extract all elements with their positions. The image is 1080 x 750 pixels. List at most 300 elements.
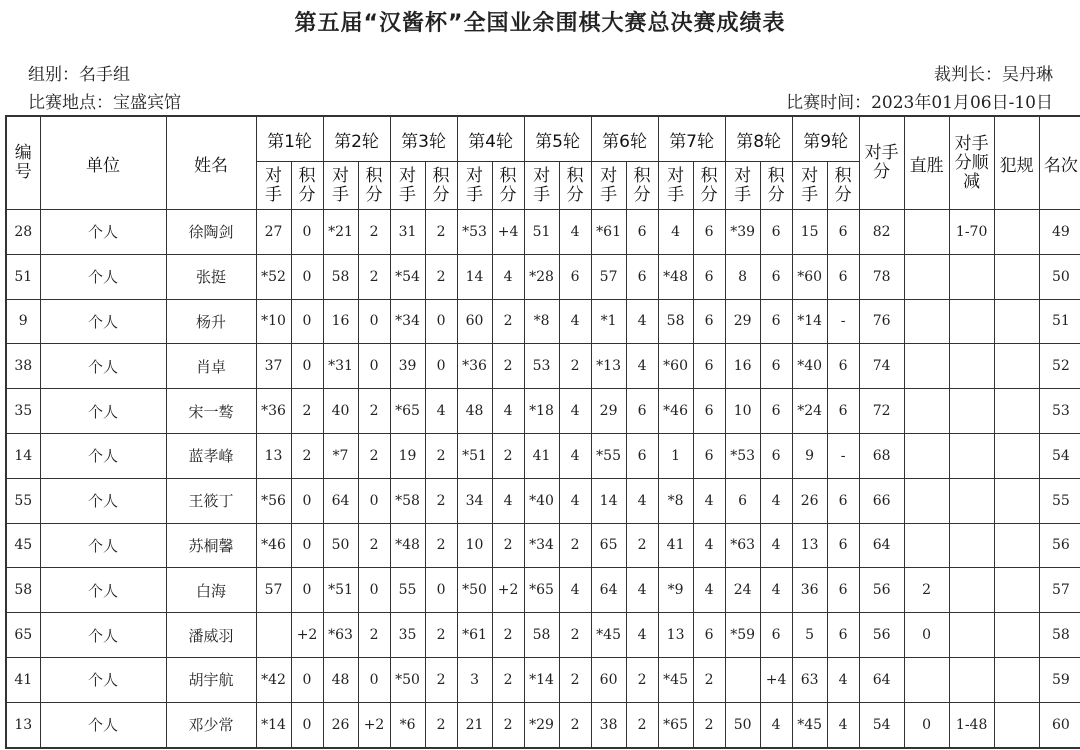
- cell-opponent: *53: [457, 210, 492, 255]
- cell-direct: [904, 523, 949, 568]
- cell-opponent: 15: [792, 210, 827, 255]
- cell-score: 6: [693, 344, 725, 389]
- cell-score: 2: [492, 433, 524, 478]
- cell-score: 4: [760, 478, 792, 523]
- cell-score: 0: [291, 702, 323, 747]
- cell-opponent: 34: [457, 478, 492, 523]
- cell-opponent: *63: [725, 523, 760, 568]
- cell-opp-score: 64: [859, 657, 904, 702]
- header-score: 积分: [760, 162, 792, 210]
- cell-opponent: 55: [390, 568, 425, 613]
- cell-direct: [904, 657, 949, 702]
- cell-opponent: 41: [524, 433, 559, 478]
- cell-score: 2: [291, 389, 323, 434]
- cell-num: 28: [6, 210, 40, 255]
- cell-score: 6: [827, 210, 859, 255]
- cell-opponent: *36: [457, 344, 492, 389]
- cell-unit: 个人: [40, 389, 166, 434]
- cell-rank: 51: [1039, 299, 1080, 344]
- cell-foul: [994, 344, 1039, 389]
- cell-score: 0: [291, 299, 323, 344]
- cell-score: 0: [291, 254, 323, 299]
- cell-opp-reduce: [949, 523, 994, 568]
- cell-opponent: *65: [390, 389, 425, 434]
- cell-score: 6: [827, 344, 859, 389]
- cell-opponent: *60: [658, 344, 693, 389]
- cell-opponent: *8: [658, 478, 693, 523]
- header-opp: 对手: [390, 162, 425, 210]
- cell-opponent: *46: [256, 523, 291, 568]
- cell-opp-score: 64: [859, 523, 904, 568]
- cell-foul: [994, 657, 1039, 702]
- cell-opponent: 6: [725, 478, 760, 523]
- cell-direct: [904, 478, 949, 523]
- cell-score: 2: [425, 523, 457, 568]
- cell-opponent: *45: [792, 702, 827, 747]
- cell-score: 2: [492, 657, 524, 702]
- cell-opp-reduce: [949, 254, 994, 299]
- cell-opp-reduce: [949, 657, 994, 702]
- cell-opponent: 10: [457, 523, 492, 568]
- cell-rank: 59: [1039, 657, 1080, 702]
- cell-score: 2: [358, 613, 390, 658]
- cell-score: 2: [425, 478, 457, 523]
- cell-score: 6: [827, 568, 859, 613]
- cell-opponent: *14: [524, 657, 559, 702]
- cell-foul: [994, 478, 1039, 523]
- cell-opponent: 53: [524, 344, 559, 389]
- cell-opponent: *63: [323, 613, 358, 658]
- header-num: 编号: [6, 116, 40, 210]
- cell-name: 宋一骜: [166, 389, 256, 434]
- cell-num: 45: [6, 523, 40, 568]
- cell-score: 2: [559, 702, 591, 747]
- cell-name: 潘威羽: [166, 613, 256, 658]
- cell-score: 4: [626, 299, 658, 344]
- cell-opponent: 48: [323, 657, 358, 702]
- cell-opponent: 14: [591, 478, 626, 523]
- cell-score: 2: [358, 389, 390, 434]
- cell-foul: [994, 299, 1039, 344]
- cell-opponent: *48: [390, 523, 425, 568]
- cell-opponent: *54: [390, 254, 425, 299]
- cell-score: 4: [425, 389, 457, 434]
- cell-opponent: *61: [457, 613, 492, 658]
- cell-score: 6: [626, 210, 658, 255]
- cell-score: 4: [626, 478, 658, 523]
- cell-opponent: *60: [792, 254, 827, 299]
- table-row: [6, 613, 1080, 658]
- cell-opponent: 51: [524, 210, 559, 255]
- header-opp: 对手: [256, 162, 291, 210]
- cell-unit: 个人: [40, 254, 166, 299]
- cell-opp-reduce: [949, 478, 994, 523]
- cell-foul: [994, 613, 1039, 658]
- cell-score: 0: [425, 344, 457, 389]
- cell-opponent: *65: [658, 702, 693, 747]
- cell-score: 0: [291, 568, 323, 613]
- cell-opponent: 5: [792, 613, 827, 658]
- table-row: [6, 523, 1080, 568]
- cell-score: +4: [760, 657, 792, 702]
- cell-opponent: *53: [725, 433, 760, 478]
- cell-opponent: *56: [256, 478, 291, 523]
- cell-opp-reduce: 1-70: [949, 210, 994, 255]
- cell-opp-score: 78: [859, 254, 904, 299]
- cell-score: 0: [425, 568, 457, 613]
- cell-score: 4: [559, 568, 591, 613]
- cell-score: 6: [760, 433, 792, 478]
- cell-opponent: *46: [658, 389, 693, 434]
- cell-opponent: *13: [591, 344, 626, 389]
- cell-score: 6: [693, 613, 725, 658]
- cell-opponent: *61: [591, 210, 626, 255]
- cell-opponent: 50: [725, 702, 760, 747]
- cell-opponent: *14: [256, 702, 291, 747]
- cell-score: 0: [358, 344, 390, 389]
- cell-score: 4: [693, 478, 725, 523]
- cell-foul: [994, 433, 1039, 478]
- cell-opponent: 60: [591, 657, 626, 702]
- cell-score: 0: [358, 568, 390, 613]
- results-body: [6, 210, 1080, 748]
- header-score: 积分: [626, 162, 658, 210]
- cell-score: 4: [492, 254, 524, 299]
- cell-opponent: 57: [591, 254, 626, 299]
- header-opp: 对手: [457, 162, 492, 210]
- header-score: 积分: [693, 162, 725, 210]
- cell-direct: [904, 389, 949, 434]
- venue-label: 比赛地点：宝盛宾馆: [28, 93, 181, 113]
- cell-score: 6: [827, 613, 859, 658]
- cell-foul: [994, 254, 1039, 299]
- cell-score: 2: [425, 254, 457, 299]
- header-opp-score: 对手分: [859, 116, 904, 210]
- cell-opponent: 65: [591, 523, 626, 568]
- cell-score: 0: [425, 299, 457, 344]
- cell-num: 38: [6, 344, 40, 389]
- header-round: 第7轮: [658, 116, 725, 162]
- cell-num: 35: [6, 389, 40, 434]
- cell-score: 4: [626, 568, 658, 613]
- cell-score: 2: [425, 702, 457, 747]
- table-row: [6, 568, 1080, 613]
- cell-opponent: 29: [725, 299, 760, 344]
- cell-score: 2: [559, 523, 591, 568]
- cell-opponent: 63: [792, 657, 827, 702]
- cell-opponent: 48: [457, 389, 492, 434]
- cell-opponent: 16: [725, 344, 760, 389]
- cell-score: 6: [626, 433, 658, 478]
- header-round: 第3轮: [390, 116, 457, 162]
- cell-score: 2: [425, 433, 457, 478]
- cell-opp-reduce: [949, 613, 994, 658]
- cell-score: 2: [425, 613, 457, 658]
- cell-opponent: 37: [256, 344, 291, 389]
- cell-opponent: 27: [256, 210, 291, 255]
- cell-score: +2: [291, 613, 323, 658]
- cell-num: 58: [6, 568, 40, 613]
- cell-score: 2: [492, 299, 524, 344]
- table-row: [6, 210, 1080, 255]
- cell-score: 6: [827, 254, 859, 299]
- cell-opp-score: 56: [859, 568, 904, 613]
- cell-opp-score: 54: [859, 702, 904, 747]
- cell-opponent: *50: [457, 568, 492, 613]
- cell-score: 6: [693, 254, 725, 299]
- cell-score: 4: [559, 433, 591, 478]
- cell-opponent: 14: [457, 254, 492, 299]
- cell-score: 4: [626, 344, 658, 389]
- cell-unit: 个人: [40, 210, 166, 255]
- cell-opp-score: 68: [859, 433, 904, 478]
- cell-opponent: 16: [323, 299, 358, 344]
- cell-score: 4: [760, 523, 792, 568]
- cell-opponent: *14: [792, 299, 827, 344]
- cell-opponent: *65: [524, 568, 559, 613]
- cell-score: 4: [559, 389, 591, 434]
- header-score: 积分: [559, 162, 591, 210]
- cell-opponent: *34: [390, 299, 425, 344]
- cell-direct: [904, 210, 949, 255]
- cell-foul: [994, 389, 1039, 434]
- cell-score: 2: [492, 613, 524, 658]
- header-score: 积分: [291, 162, 323, 210]
- cell-score: 2: [693, 657, 725, 702]
- page-title: 第五届“汉酱杯”全国业余围棋大赛总决赛成绩表: [294, 11, 786, 36]
- cell-unit: 个人: [40, 523, 166, 568]
- cell-score: 4: [559, 210, 591, 255]
- cell-name: 王筱丁: [166, 478, 256, 523]
- cell-opponent: 26: [792, 478, 827, 523]
- cell-score: 2: [626, 657, 658, 702]
- cell-opponent: 10: [725, 389, 760, 434]
- cell-opp-score: 74: [859, 344, 904, 389]
- cell-opp-reduce: [949, 299, 994, 344]
- cell-opponent: 3: [457, 657, 492, 702]
- cell-score: 2: [559, 613, 591, 658]
- cell-opponent: 58: [658, 299, 693, 344]
- cell-score: 0: [291, 210, 323, 255]
- cell-opponent: *58: [390, 478, 425, 523]
- header-round: 第8轮: [725, 116, 792, 162]
- cell-score: 6: [760, 210, 792, 255]
- cell-opponent: *42: [256, 657, 291, 702]
- cell-opponent: 24: [725, 568, 760, 613]
- cell-score: 4: [559, 478, 591, 523]
- header-round: 第4轮: [457, 116, 524, 162]
- header-opp: 对手: [591, 162, 626, 210]
- cell-opponent: *7: [323, 433, 358, 478]
- cell-opponent: *6: [390, 702, 425, 747]
- cell-score: 4: [760, 568, 792, 613]
- cell-opponent: 57: [256, 568, 291, 613]
- table-row: [6, 478, 1080, 523]
- cell-num: 14: [6, 433, 40, 478]
- cell-score: 0: [358, 478, 390, 523]
- header-round: 第2轮: [323, 116, 390, 162]
- cell-opponent: 41: [658, 523, 693, 568]
- cell-unit: 个人: [40, 702, 166, 747]
- header-score: 积分: [358, 162, 390, 210]
- cell-opponent: *18: [524, 389, 559, 434]
- cell-score: 6: [760, 613, 792, 658]
- cell-opponent: 36: [792, 568, 827, 613]
- cell-score: 0: [291, 478, 323, 523]
- cell-unit: 个人: [40, 433, 166, 478]
- cell-opponent: 13: [256, 433, 291, 478]
- header-round: 第5轮: [524, 116, 591, 162]
- cell-opponent: 35: [390, 613, 425, 658]
- table-row: [6, 389, 1080, 434]
- cell-score: 4: [492, 478, 524, 523]
- header-score: 积分: [827, 162, 859, 210]
- cell-unit: 个人: [40, 478, 166, 523]
- cell-score: 4: [827, 702, 859, 747]
- header-opp: 对手: [725, 162, 760, 210]
- cell-score: 2: [492, 344, 524, 389]
- cell-opponent: *40: [524, 478, 559, 523]
- cell-score: 4: [827, 657, 859, 702]
- header-unit: 单位: [40, 116, 166, 210]
- cell-opp-reduce: [949, 389, 994, 434]
- cell-rank: 53: [1039, 389, 1080, 434]
- cell-score: 6: [693, 210, 725, 255]
- cell-opponent: 58: [323, 254, 358, 299]
- cell-opponent: *40: [792, 344, 827, 389]
- cell-score: 4: [693, 568, 725, 613]
- cell-name: 杨升: [166, 299, 256, 344]
- cell-score: 6: [827, 478, 859, 523]
- cell-score: 0: [291, 523, 323, 568]
- results-table: [5, 115, 1080, 749]
- header-rank: 名次: [1039, 116, 1080, 210]
- cell-name: 苏桐馨: [166, 523, 256, 568]
- cell-score: +2: [492, 568, 524, 613]
- header-round: 第6轮: [591, 116, 658, 162]
- cell-rank: 54: [1039, 433, 1080, 478]
- cell-opponent: *50: [390, 657, 425, 702]
- cell-score: 2: [358, 433, 390, 478]
- cell-num: 13: [6, 702, 40, 747]
- cell-opponent: *36: [256, 389, 291, 434]
- header-opp: 对手: [323, 162, 358, 210]
- cell-opponent: 39: [390, 344, 425, 389]
- cell-name: 徐陶剑: [166, 210, 256, 255]
- table-row: [6, 299, 1080, 344]
- cell-opp-reduce: [949, 433, 994, 478]
- cell-num: 55: [6, 478, 40, 523]
- table-row: [6, 344, 1080, 389]
- header-opp: 对手: [658, 162, 693, 210]
- cell-opponent: *34: [524, 523, 559, 568]
- cell-opponent: 40: [323, 389, 358, 434]
- cell-name: 邓少常: [166, 702, 256, 747]
- cell-num: 41: [6, 657, 40, 702]
- cell-score: 6: [760, 389, 792, 434]
- cell-score: 0: [291, 657, 323, 702]
- header-opp: 对手: [524, 162, 559, 210]
- cell-foul: [994, 523, 1039, 568]
- cell-opp-score: 76: [859, 299, 904, 344]
- cell-direct: 0: [904, 613, 949, 658]
- cell-name: 张挺: [166, 254, 256, 299]
- cell-foul: [994, 702, 1039, 747]
- cell-unit: 个人: [40, 613, 166, 658]
- cell-opp-reduce: [949, 568, 994, 613]
- cell-foul: [994, 210, 1039, 255]
- cell-rank: 50: [1039, 254, 1080, 299]
- cell-unit: 个人: [40, 344, 166, 389]
- cell-opponent: 4: [658, 210, 693, 255]
- table-row: [6, 702, 1080, 747]
- cell-score: 6: [693, 299, 725, 344]
- cell-foul: [994, 568, 1039, 613]
- cell-name: 肖卓: [166, 344, 256, 389]
- cell-score: 0: [358, 657, 390, 702]
- header-round: 第9轮: [792, 116, 859, 162]
- cell-opponent: *55: [591, 433, 626, 478]
- cell-opponent: *9: [658, 568, 693, 613]
- cell-rank: 58: [1039, 613, 1080, 658]
- cell-score: -: [827, 299, 859, 344]
- cell-opponent: *45: [591, 613, 626, 658]
- cell-opponent: [256, 613, 291, 658]
- cell-opponent: 19: [390, 433, 425, 478]
- header-opp-reduce: 对手分顺减: [949, 116, 994, 210]
- cell-score: 4: [559, 299, 591, 344]
- cell-opp-score: 56: [859, 613, 904, 658]
- cell-opponent: 26: [323, 702, 358, 747]
- date-label: 比赛时间：2023年01月06日-10日: [786, 93, 1053, 113]
- cell-score: 2: [626, 702, 658, 747]
- cell-direct: [904, 433, 949, 478]
- cell-rank: 57: [1039, 568, 1080, 613]
- table-row: [6, 657, 1080, 702]
- cell-opponent: *39: [725, 210, 760, 255]
- cell-opponent: 8: [725, 254, 760, 299]
- cell-direct: [904, 254, 949, 299]
- referee-label: 裁判长：吴丹琳: [934, 65, 1053, 85]
- cell-direct: 0: [904, 702, 949, 747]
- cell-score: 2: [626, 523, 658, 568]
- header-name: 姓名: [166, 116, 256, 210]
- cell-score: +2: [358, 702, 390, 747]
- cell-direct: 2: [904, 568, 949, 613]
- cell-score: 2: [492, 523, 524, 568]
- cell-name: 胡宇航: [166, 657, 256, 702]
- group-label: 组别：名手组: [28, 65, 130, 85]
- cell-score: 6: [626, 254, 658, 299]
- header-foul: 犯规: [994, 116, 1039, 210]
- header-row-rounds: [6, 116, 1080, 162]
- cell-score: 2: [492, 702, 524, 747]
- cell-score: -: [827, 433, 859, 478]
- cell-score: 2: [559, 344, 591, 389]
- cell-score: 2: [693, 702, 725, 747]
- cell-opponent: *28: [524, 254, 559, 299]
- cell-opponent: *21: [323, 210, 358, 255]
- cell-unit: 个人: [40, 657, 166, 702]
- cell-opp-score: 82: [859, 210, 904, 255]
- cell-score: 0: [358, 299, 390, 344]
- cell-score: 6: [693, 433, 725, 478]
- table-row: [6, 433, 1080, 478]
- header-round: 第1轮: [256, 116, 323, 162]
- cell-score: 6: [693, 389, 725, 434]
- cell-rank: 56: [1039, 523, 1080, 568]
- cell-score: 6: [559, 254, 591, 299]
